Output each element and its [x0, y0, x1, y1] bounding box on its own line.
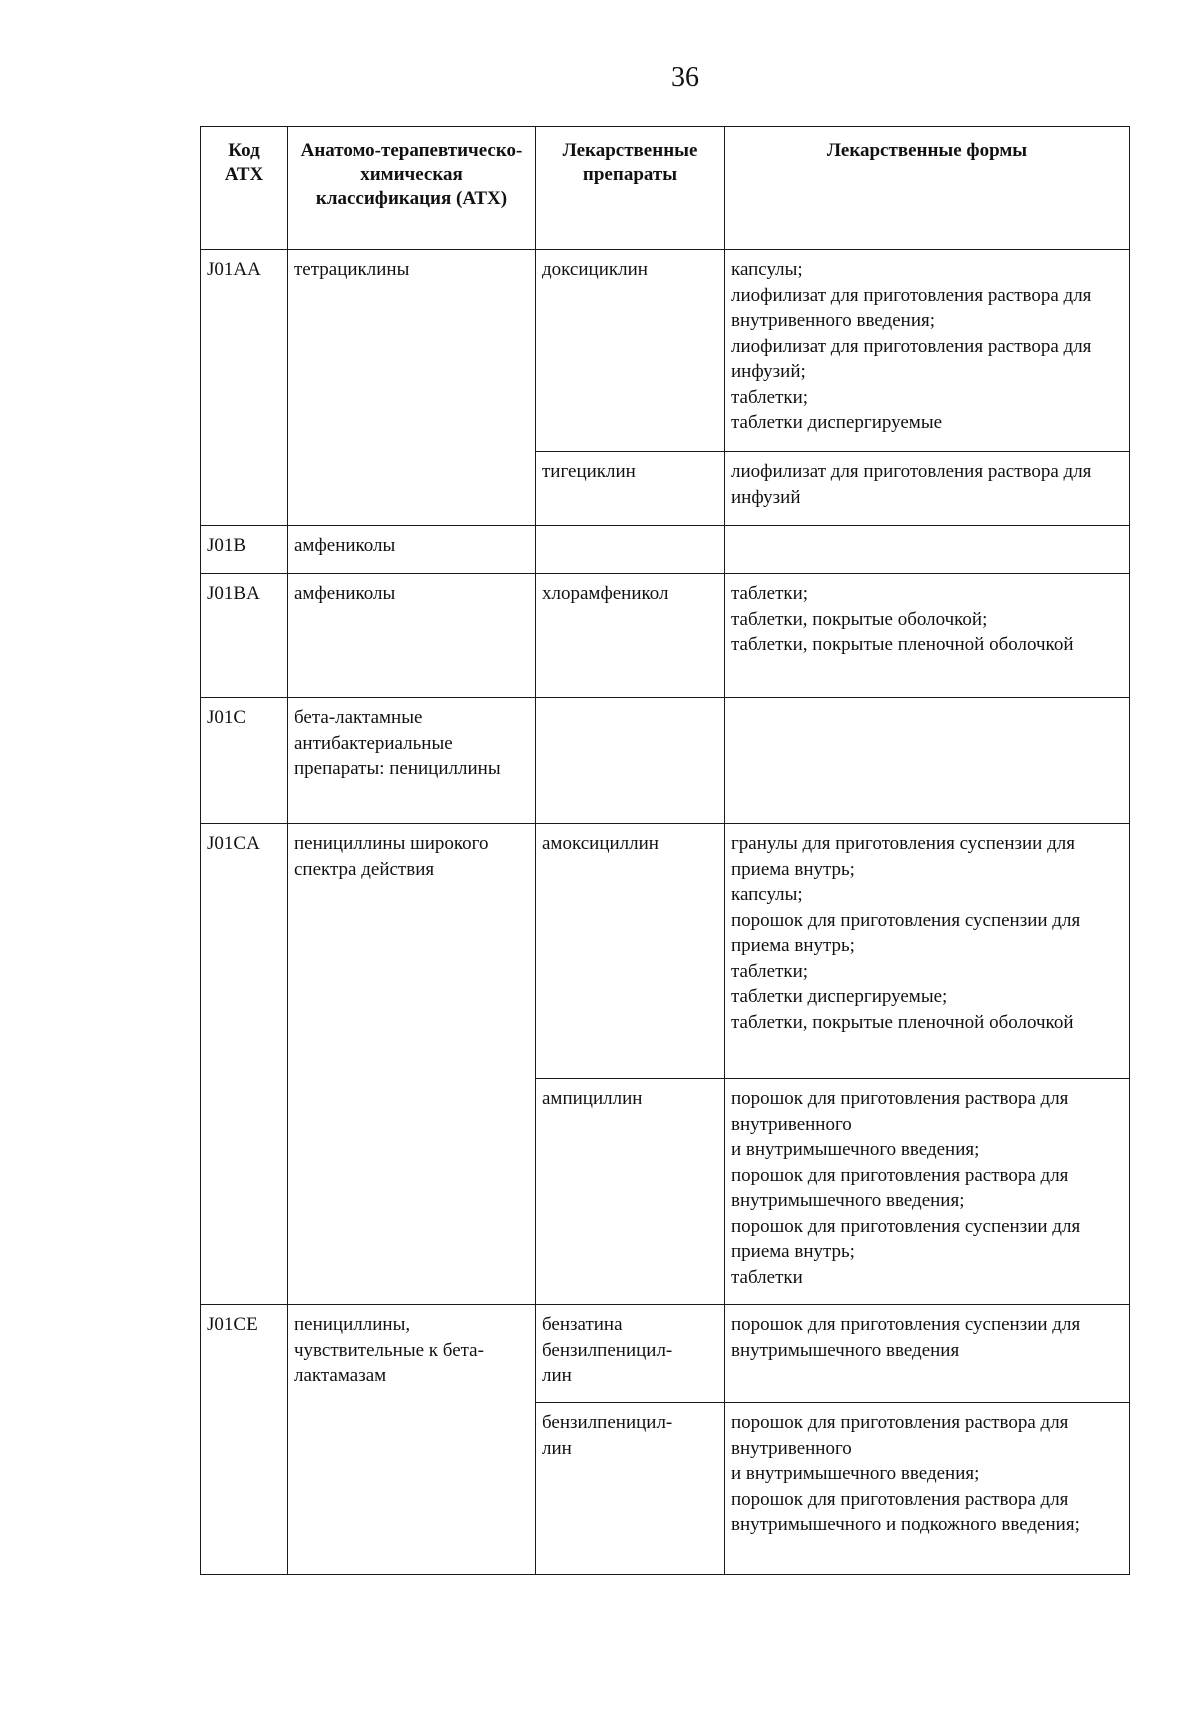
drug-cell: ампициллин	[536, 1079, 725, 1305]
table-row	[201, 1305, 1130, 1403]
header-code: Код АТХ	[201, 127, 288, 250]
table-row	[201, 526, 1130, 574]
header-forms: Лекарственные формы	[725, 127, 1130, 250]
classification-cell: амфениколы	[288, 574, 536, 698]
classification-cell: амфениколы	[288, 526, 536, 574]
table-row	[201, 698, 1130, 824]
page-number-text: 36	[671, 62, 699, 93]
header-classification: Анатомо-терапевтическо-химическая классификация (АТХ)	[288, 127, 536, 250]
drug-cell	[536, 698, 725, 824]
drug-cell: бензатина бензилпеницил- лин	[536, 1305, 725, 1403]
drug-cell: хлорамфеникол	[536, 574, 725, 698]
forms-cell	[725, 526, 1130, 574]
forms-cell: таблетки; таблетки, покрытые оболочкой; таблетки, покрытые пленочной оболочкой	[725, 574, 1130, 698]
forms-cell: гранулы для приготовления суспензии для приема внутрь; капсулы; порошок для приготовления суспензии для приема внутрь; таблетки; таблетки диспергируемые; таблетки, покрытые пленочной оболочкой	[725, 824, 1130, 1079]
classification-cell: бета-лактамные антибактериальные препараты: пенициллины	[288, 698, 536, 824]
atc-code-cell: J01CE	[201, 1305, 288, 1575]
table-header-row	[201, 127, 1130, 250]
forms-cell: капсулы; лиофилизат для приготовления раствора для внутривенного введения; лиофилизат для приготовления раствора для инфузий; таблетки; таблетки диспергируемые	[725, 250, 1130, 452]
table-row	[201, 824, 1130, 1079]
forms-cell: лиофилизат для приготовления раствора для инфузий	[725, 452, 1130, 526]
page-number	[0, 62, 1200, 94]
classification-cell: пенициллины, чувствительные к бета-лактамазам	[288, 1305, 536, 1575]
atc-code-cell: J01C	[201, 698, 288, 824]
drug-cell: тигециклин	[536, 452, 725, 526]
forms-cell: порошок для приготовления суспензии для внутримышечного введения	[725, 1305, 1130, 1403]
table-row	[201, 250, 1130, 452]
drug-cell: амоксициллин	[536, 824, 725, 1079]
drug-cell: доксициклин	[536, 250, 725, 452]
forms-cell: порошок для приготовления раствора для внутривенного и внутримышечного введения; порошок для приготовления раствора для внутримышечного введения; порошок для приготовления суспензии для приема внутрь; таблетки	[725, 1079, 1130, 1305]
header-drugs: Лекарственные препараты	[536, 127, 725, 250]
atc-code-cell: J01BA	[201, 574, 288, 698]
classification-cell: тетрациклины	[288, 250, 536, 526]
drug-cell: бензилпеницил- лин	[536, 1403, 725, 1575]
table-row	[201, 574, 1130, 698]
classification-cell: пенициллины широкого спектра действия	[288, 824, 536, 1305]
atc-drug-table	[200, 126, 1130, 1575]
atc-code-cell: J01AA	[201, 250, 288, 526]
forms-cell: порошок для приготовления раствора для внутривенного и внутримышечного введения; порошок для приготовления раствора для внутримышечного и подкожного введения;	[725, 1403, 1130, 1575]
atc-code-cell: J01B	[201, 526, 288, 574]
forms-cell	[725, 698, 1130, 824]
atc-code-cell: J01CA	[201, 824, 288, 1305]
drug-cell	[536, 526, 725, 574]
